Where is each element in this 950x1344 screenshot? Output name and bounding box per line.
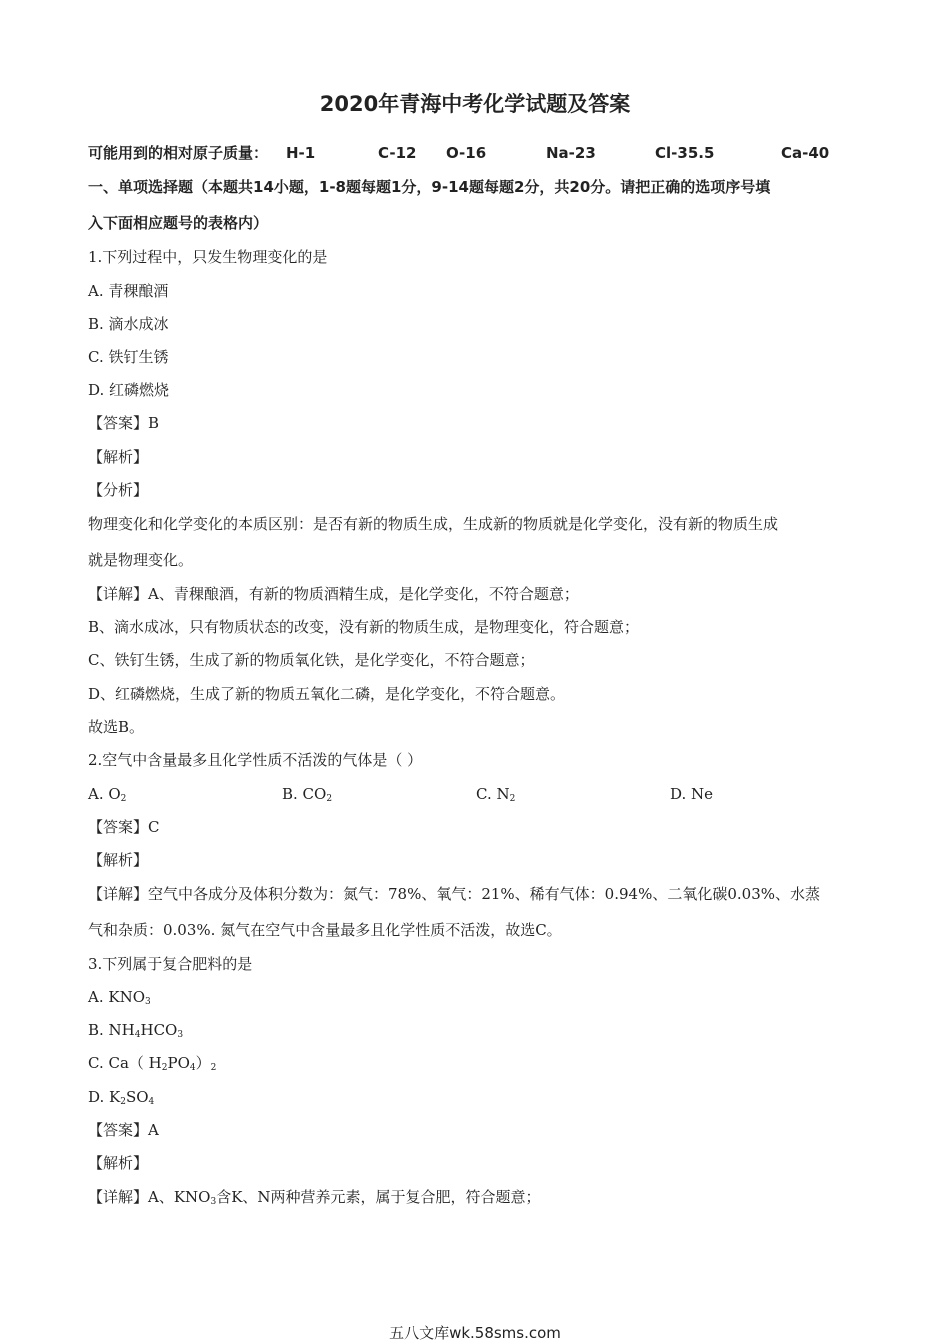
q3-option-a: A. $KNO_3$ <box>88 988 151 1007</box>
q3-option-c: C. Ca（ $H_2PO_4)_2$ <box>88 1054 217 1073</box>
q2-detail-cont: 气和杂质：0.03%. 氮气在空气中含量最多且化学性质不活泼，故选C。 <box>88 921 562 939</box>
q1-fenxi-text-cont: 就是物理变化。 <box>88 551 194 569</box>
q2-option-c: C. $N_2$ <box>476 785 516 804</box>
q2-detail: 【详解】空气中各成分及体积分数为：氮气：78%、氧气：21%、稀有气体：0.94%、二氧化碳0.03%、水蒸 <box>88 885 820 903</box>
atomic-mass-item: Na-23 <box>546 144 596 162</box>
q3-analysis-label: 【解析】 <box>88 1154 149 1172</box>
q2-stem: 2.空气中含量最多且化学性质不活泼的气体是（ ） <box>88 751 423 769</box>
atomic-mass-item: O-16 <box>446 144 487 162</box>
q1-conclusion: 故选B。 <box>88 718 145 736</box>
q1-option-b: B. 滴水成冰 <box>88 315 169 333</box>
atomic-mass-label: 可能用到的相对原子质量： <box>88 144 269 162</box>
atomic-mass-item: Cl-35.5 <box>655 144 715 162</box>
q1-option-d: D. 红磷燃烧 <box>88 381 170 399</box>
q1-detail: 【详解】A、青稞酿酒，有新的物质酒精生成，是化学变化，不符合题意； <box>88 585 579 603</box>
atomic-mass-item: C-12 <box>378 144 417 162</box>
q2-option-a: A. $O_2$ <box>88 785 127 804</box>
q2-option-b: B. $CO_2$ <box>282 785 333 804</box>
q3-option-d: D. $K_2SO_4$ <box>88 1088 155 1107</box>
atomic-mass-item: H-1 <box>286 144 316 162</box>
q1-fenxi-label: 【分析】 <box>88 481 149 499</box>
q1-answer: 【答案】B <box>88 414 160 432</box>
q1-detail: D、红磷燃烧，生成了新的物质五氧化二磷，是化学变化，不符合题意。 <box>88 685 566 703</box>
q3-answer: 【答案】A <box>88 1121 159 1139</box>
atomic-mass-item: Ca-40 <box>781 144 830 162</box>
q1-fenxi-text: 物理变化和化学变化的本质区别：是否有新的物质生成，生成新的物质就是化学变化，没有新的物质生成 <box>88 515 779 533</box>
section-heading-cont: 入下面相应题号的表格内） <box>88 214 269 232</box>
q1-detail: C、铁钉生锈，生成了新的物质氧化铁，是化学变化，不符合题意； <box>88 651 535 669</box>
q3-option-b: B. $NH_4HCO_3$ <box>88 1021 184 1040</box>
q3-stem: 3.下列属于复合肥料的是 <box>88 955 253 973</box>
q1-option-c: C. 铁钉生锈 <box>88 348 169 366</box>
section-heading: 一、单项选择题（本题共14小题，1-8题每题1分，9-14题每题2分，共20分。请把正确的选项序号填 <box>88 178 771 196</box>
q1-option-a: A. 青稞酿酒 <box>88 282 169 300</box>
q3-detail: 【详解】A、$KNO_3$含K、N两种营养元素，属于复合肥，符合题意； <box>88 1188 541 1207</box>
q2-answer: 【答案】C <box>88 818 160 836</box>
q1-analysis-label: 【解析】 <box>88 448 149 466</box>
q1-detail: B、滴水成冰，只有物质状态的改变，没有新的物质生成，是物理变化，符合题意； <box>88 618 640 636</box>
page-title: 2020年青海中考化学试题及答案 <box>319 92 631 116</box>
footer-watermark: 五八文库wk.58sms.com <box>389 1324 561 1342</box>
q1-stem: 1.下列过程中，只发生物理变化的是 <box>88 248 328 266</box>
q2-option-d: D. Ne <box>670 785 714 803</box>
q2-analysis-label: 【解析】 <box>88 851 149 869</box>
